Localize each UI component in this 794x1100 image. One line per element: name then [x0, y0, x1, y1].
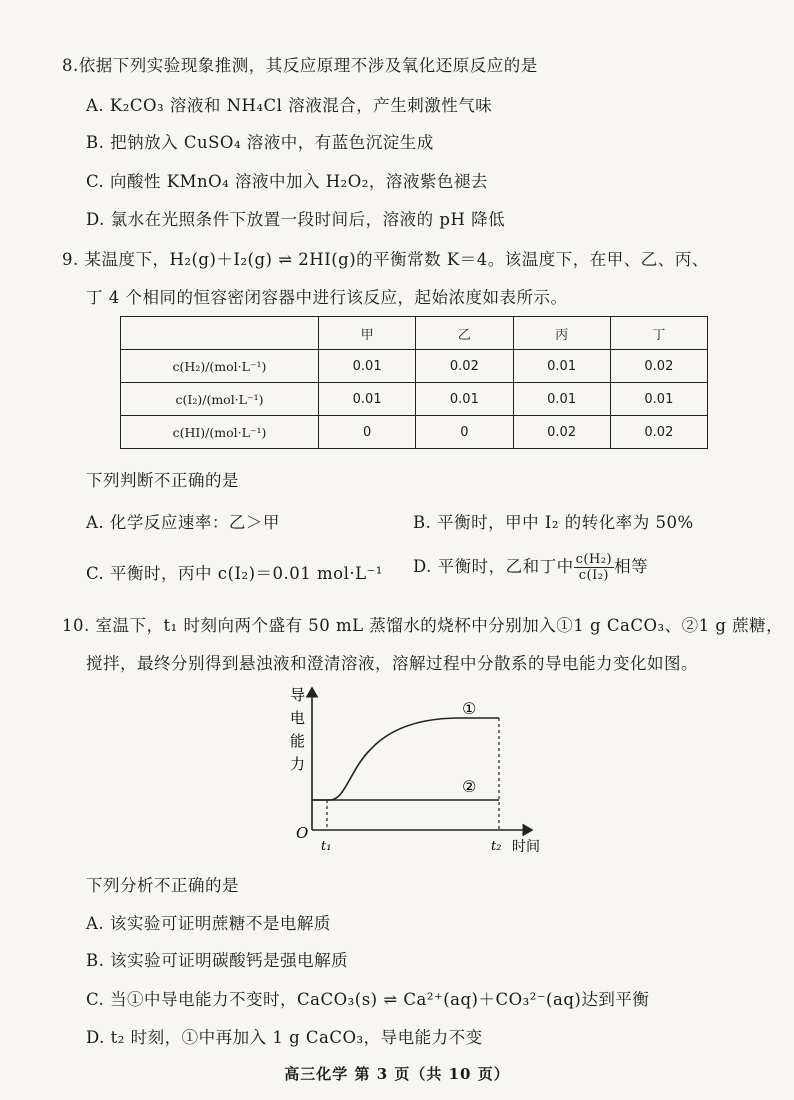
q10-option-d: D. t₂ 时刻，①中再加入 1 g CaCO₃，导电能力不变 [86, 1028, 483, 1047]
q9-option-c: C. 平衡时，丙中 c(I₂)＝0.01 mol·L⁻¹ [86, 564, 383, 583]
q10-option-a: A. 该实验可证明蔗糖不是电解质 [86, 914, 331, 933]
q9-option-a: A. 化学反应速率：乙＞甲 [86, 513, 280, 532]
q10-option-b: B. 该实验可证明碳酸钙是强电解质 [86, 951, 349, 970]
table-cell: 0.02 [610, 350, 707, 383]
origin-label: O [296, 824, 309, 842]
tick-label-t1: t₁ [321, 839, 332, 854]
x-axis-label: 时间 [512, 839, 540, 855]
table-cell: 0.01 [513, 350, 610, 383]
table-cell: 0.01 [610, 383, 707, 416]
q9-stem-line1: 9. 某温度下，H₂(g)＋I₂(g) ⇌ 2HI(g)的平衡常数 K＝4。该温度下，在甲、乙、丙、 [62, 250, 709, 269]
table-cell: 0 [416, 416, 513, 449]
row-label-hi: c(HI)/(mol·L⁻¹) [121, 416, 319, 449]
y-label-char-3: 能 [290, 732, 306, 750]
header-bing: 丙 [513, 317, 610, 350]
q10-stem-line2: 搅拌，最终分别得到悬浊液和澄清溶液，溶解过程中分散系的导电能力变化如图。 [86, 654, 698, 673]
table-cell: 0.02 [610, 416, 707, 449]
q9-option-b: B. 平衡时，甲中 I₂ 的转化率为 50% [413, 513, 694, 532]
q8-option-c: C. 向酸性 KMnO₄ 溶液中加入 H₂O₂，溶液紫色褪去 [86, 172, 488, 191]
header-yi: 乙 [416, 317, 513, 350]
series-2-label: ② [462, 777, 477, 796]
q10-option-c: C. 当①中导电能力不变时，CaCO₃(s) ⇌ Ca²⁺(aq)＋CO₃²⁻(aq)达到平衡 [86, 990, 650, 1009]
table-cell: 0.01 [513, 383, 610, 416]
q8-option-b: B. 把钠放入 CuSO₄ 溶液中，有蓝色沉淀生成 [86, 133, 434, 152]
q10-stem-line1: 10. 室温下，t₁ 时刻向两个盛有 50 mL 蒸馏水的烧杯中分别加入①1 g CaCO₃、②1 g 蔗糖， [62, 616, 784, 635]
q8-stem: 8.依据下列实验现象推测，其反应原理不涉及氧化还原反应的是 [62, 56, 538, 75]
header-ding: 丁 [610, 317, 707, 350]
table-cell: 0.01 [319, 350, 416, 383]
table-cell: 0.02 [513, 416, 610, 449]
y-label-char-2: 电 [290, 709, 306, 727]
table-cell: 0.02 [416, 350, 513, 383]
row-label-h2: c(H₂)/(mol·L⁻¹) [121, 350, 319, 383]
table-cell: 0 [319, 416, 416, 449]
table-cell: 0.01 [319, 383, 416, 416]
ratio-numerator: c(H₂) [575, 552, 613, 567]
row-label-i2: c(I₂)/(mol·L⁻¹) [121, 383, 319, 416]
y-label-char-1: 导 [290, 686, 306, 704]
header-jia: 甲 [319, 317, 416, 350]
q10-prompt: 下列分析不正确的是 [86, 876, 239, 895]
q9-stem-line2: 丁 4 个相同的恒容密闭容器中进行该反应，起始浓度如表所示。 [86, 288, 568, 307]
q8-option-a: A. K₂CO₃ 溶液和 NH₄Cl 溶液混合，产生刺激性气味 [86, 96, 493, 115]
y-label-char-4: 力 [290, 755, 306, 773]
q8-option-d: D. 氯水在光照条件下放置一段时间后，溶液的 pH 降低 [86, 210, 506, 229]
table-cell: 0.01 [416, 383, 513, 416]
series-1-label: ① [462, 699, 477, 718]
page-footer: 高三化学 第 3 页（共 10 页） [284, 1065, 510, 1083]
q9-option-d-prefix: D. 平衡时，乙和丁中 [413, 557, 574, 576]
tick-label-t2: t₂ [491, 839, 502, 854]
q9-option-d-suffix: 相等 [614, 557, 649, 576]
ratio-denominator: c(I₂) [578, 568, 610, 583]
q9-prompt: 下列判断不正确的是 [86, 471, 239, 490]
